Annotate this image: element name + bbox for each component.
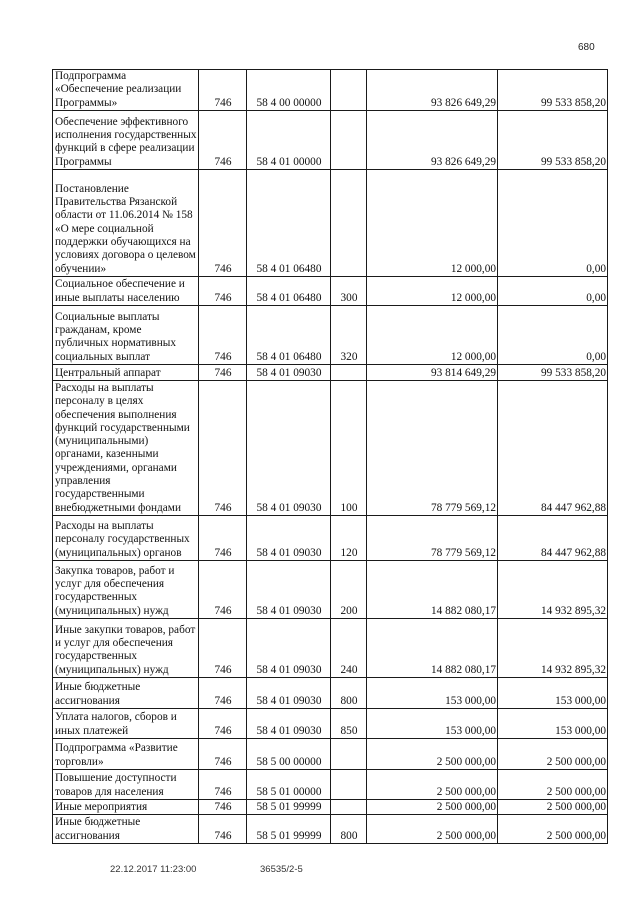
table-row [53,169,608,276]
table-row [53,618,608,677]
table-row [53,364,608,380]
amount-year1-cell: 153 000,00 [367,677,498,708]
row-name-cell: Уплата налогов, сборов и иных платежей [53,708,199,738]
target-article-cell: 58 4 01 06480 [247,169,331,276]
row-name-cell: Центральный аппарат [53,364,199,380]
amount-year1-cell: 78 779 569,12 [367,380,498,515]
amount-year1-cell: 2 500 000,00 [367,769,498,799]
table-row [53,738,608,769]
amount-year1-cell: 78 779 569,12 [367,515,498,560]
row-name-cell: Иные бюджетные ассигнования [53,814,199,843]
table-row [53,769,608,799]
row-name-cell: Иные бюджетные ассигнования [53,677,199,708]
ministry-code-cell: 746 [199,515,247,560]
amount-year2-cell: 2 500 000,00 [498,814,608,843]
table-row [53,677,608,708]
target-article-cell: 58 4 01 09030 [247,708,331,738]
amount-year2-cell: 84 447 962,88 [498,515,608,560]
expense-type-cell [331,799,367,814]
amount-year1-cell: 2 500 000,00 [367,799,498,814]
amount-year1-cell: 12 000,00 [367,169,498,276]
table-row [53,70,608,111]
amount-year2-cell: 99 533 858,20 [498,70,608,111]
ministry-code-cell: 746 [199,814,247,843]
table-body [53,70,608,844]
ministry-code-cell: 746 [199,708,247,738]
row-name-cell: Иные закупки товаров, работ и услуг для обеспечения государственных (муниципальных) нужд [53,618,199,677]
amount-year2-cell: 14 932 895,32 [498,560,608,618]
table-row [53,515,608,560]
amount-year2-cell: 153 000,00 [498,677,608,708]
ministry-code-cell: 746 [199,70,247,111]
amount-year1-cell: 12 000,00 [367,305,498,364]
expense-type-cell [331,169,367,276]
table-row [53,276,608,305]
target-article-cell: 58 4 01 09030 [247,560,331,618]
ministry-code-cell: 746 [199,560,247,618]
document-code: 36535/2-5 [260,864,303,875]
target-article-cell: 58 4 01 09030 [247,364,331,380]
expense-type-cell: 320 [331,305,367,364]
row-name-cell: Иные мероприятия [53,799,199,814]
amount-year2-cell: 0,00 [498,169,608,276]
expense-type-cell: 240 [331,618,367,677]
amount-year2-cell: 99 533 858,20 [498,364,608,380]
expense-type-cell: 800 [331,677,367,708]
ministry-code-cell: 746 [199,110,247,169]
row-name-cell: Повышение доступности товаров для населения [53,769,199,799]
amount-year1-cell: 12 000,00 [367,276,498,305]
row-name-cell: Социальное обеспечение и иные выплаты населению [53,276,199,305]
row-name-cell: Расходы на выплаты персоналу в целях обеспечения выполнения функций государственными (муниципальными) органами, казенными учреждениями, органами управления государственными внебюджетными фондами [53,380,199,515]
row-name-cell: Расходы на выплаты персоналу государственных (муниципальных) органов [53,515,199,560]
expense-type-cell: 850 [331,708,367,738]
amount-year1-cell: 14 882 080,17 [367,560,498,618]
row-name-cell: Постановление Правительства Рязанской области от 11.06.2014 № 158 «О мере социальной поддержки обучающихся на условиях договора о целевом обучении» [53,169,199,276]
amount-year2-cell: 2 500 000,00 [498,738,608,769]
table-row [53,305,608,364]
row-name-cell: Подпрограмма «Обеспечение реализации Программы» [53,70,199,111]
amount-year1-cell: 2 500 000,00 [367,814,498,843]
amount-year1-cell: 2 500 000,00 [367,738,498,769]
ministry-code-cell: 746 [199,738,247,769]
target-article-cell: 58 5 01 00000 [247,769,331,799]
target-article-cell: 58 4 01 09030 [247,380,331,515]
target-article-cell: 58 4 01 09030 [247,677,331,708]
row-name-cell: Обеспечение эффективного исполнения государственных функций в сфере реализации Программы [53,110,199,169]
expense-type-cell [331,364,367,380]
page-number: 680 [578,42,595,53]
target-article-cell: 58 4 01 09030 [247,618,331,677]
expense-type-cell [331,738,367,769]
target-article-cell: 58 5 01 99999 [247,799,331,814]
expense-type-cell: 300 [331,276,367,305]
table-row [53,380,608,515]
amount-year2-cell: 14 932 895,32 [498,618,608,677]
amount-year2-cell: 0,00 [498,305,608,364]
amount-year1-cell: 93 826 649,29 [367,110,498,169]
expense-type-cell: 120 [331,515,367,560]
table-row [53,799,608,814]
amount-year2-cell: 99 533 858,20 [498,110,608,169]
table-row [53,110,608,169]
target-article-cell: 58 4 01 00000 [247,110,331,169]
ministry-code-cell: 746 [199,618,247,677]
amount-year2-cell: 84 447 962,88 [498,380,608,515]
table-row [53,708,608,738]
row-name-cell: Закупка товаров, работ и услуг для обеспечения государственных (муниципальных) нужд [53,560,199,618]
amount-year1-cell: 93 814 649,29 [367,364,498,380]
amount-year1-cell: 93 826 649,29 [367,70,498,111]
expense-type-cell [331,110,367,169]
amount-year2-cell: 153 000,00 [498,708,608,738]
target-article-cell: 58 4 01 06480 [247,276,331,305]
expense-type-cell [331,769,367,799]
target-article-cell: 58 5 00 00000 [247,738,331,769]
ministry-code-cell: 746 [199,677,247,708]
table-row [53,814,608,843]
ministry-code-cell: 746 [199,169,247,276]
ministry-code-cell: 746 [199,380,247,515]
ministry-code-cell: 746 [199,799,247,814]
budget-table [52,69,608,844]
ministry-code-cell: 746 [199,305,247,364]
row-name-cell: Социальные выплаты гражданам, кроме публичных нормативных социальных выплат [53,305,199,364]
expense-type-cell: 800 [331,814,367,843]
ministry-code-cell: 746 [199,364,247,380]
expense-type-cell: 200 [331,560,367,618]
target-article-cell: 58 4 01 09030 [247,515,331,560]
amount-year1-cell: 14 882 080,17 [367,618,498,677]
target-article-cell: 58 5 01 99999 [247,814,331,843]
amount-year2-cell: 2 500 000,00 [498,769,608,799]
ministry-code-cell: 746 [199,276,247,305]
row-name-cell: Подпрограмма «Развитие торговли» [53,738,199,769]
target-article-cell: 58 4 00 00000 [247,70,331,111]
print-timestamp: 22.12.2017 11:23:00 [110,864,197,875]
amount-year2-cell: 2 500 000,00 [498,799,608,814]
amount-year2-cell: 0,00 [498,276,608,305]
table-row [53,560,608,618]
target-article-cell: 58 4 01 06480 [247,305,331,364]
amount-year1-cell: 153 000,00 [367,708,498,738]
expense-type-cell: 100 [331,380,367,515]
ministry-code-cell: 746 [199,769,247,799]
expense-type-cell [331,70,367,111]
